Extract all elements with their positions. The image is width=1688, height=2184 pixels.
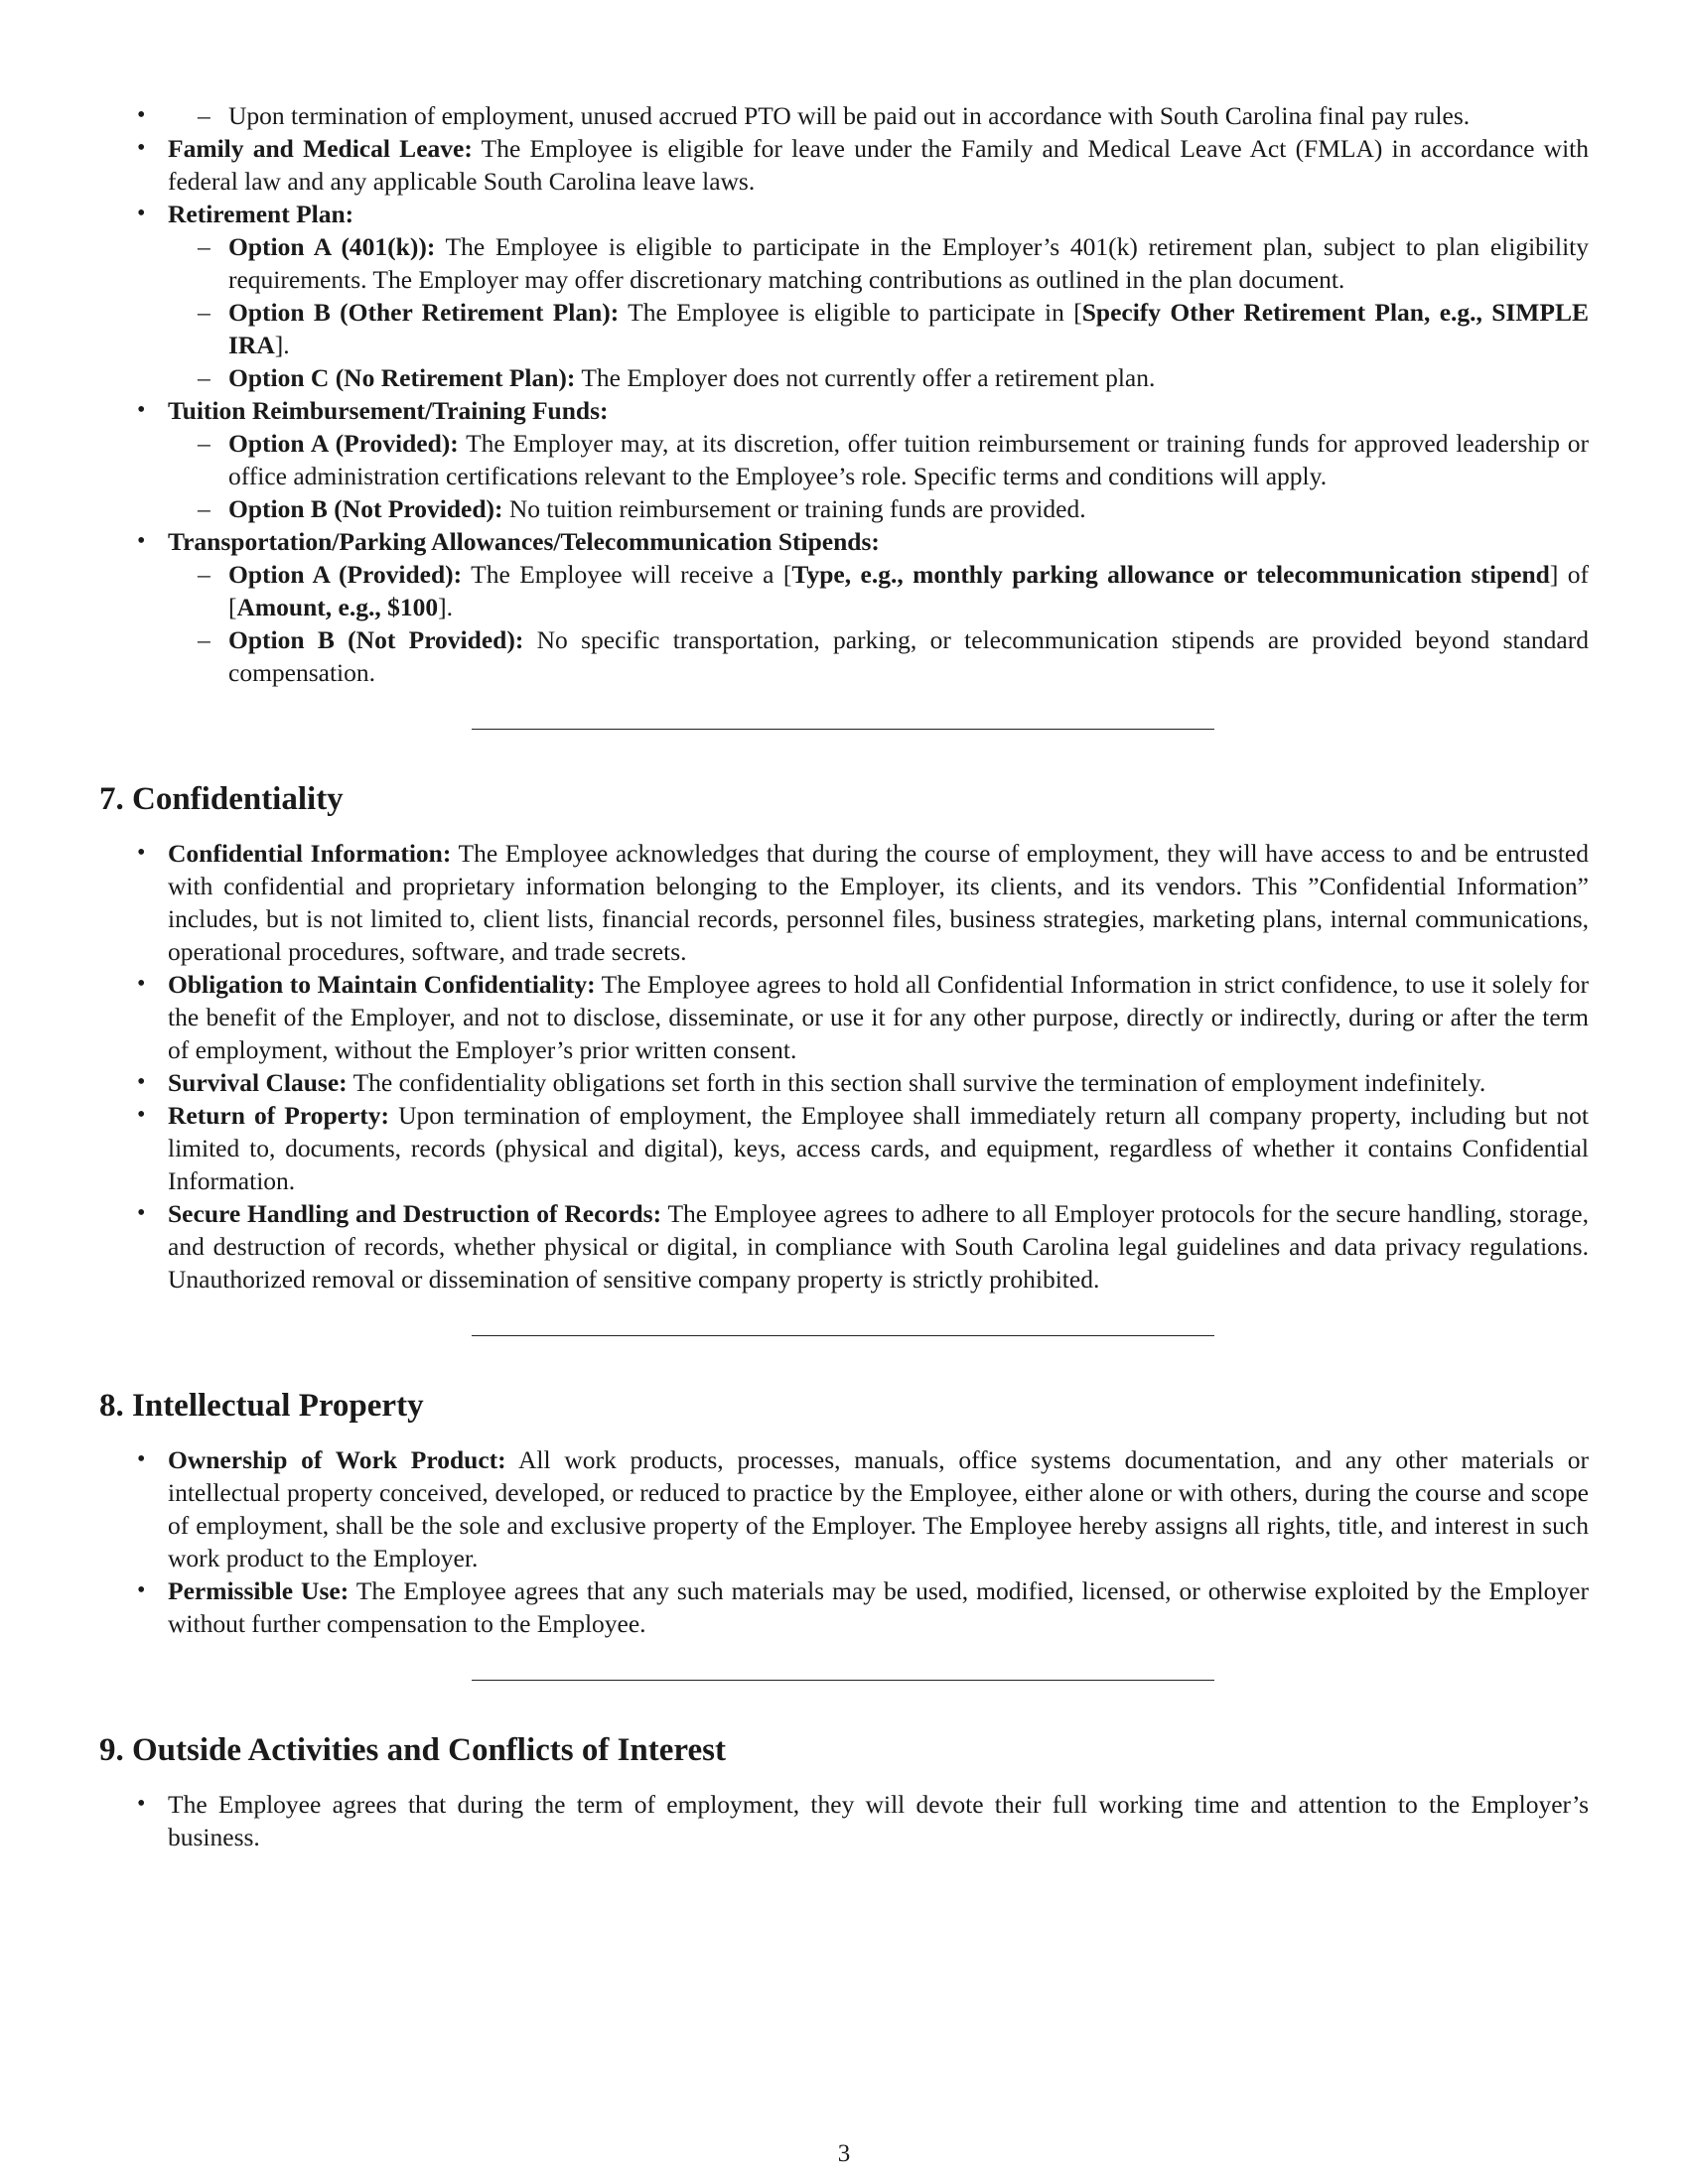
list-item — [99, 1099, 1589, 1197]
list-item — [99, 968, 1589, 1066]
section-divider — [472, 729, 1214, 730]
retirement-option-b — [168, 296, 1589, 361]
option-text: The Employee will receive a [ — [462, 560, 792, 589]
list-item-retirement — [99, 198, 1589, 394]
item-label: Ownership of Work Product: — [168, 1445, 506, 1474]
option-text: ]. — [274, 331, 290, 359]
item-text: Upon termination of employment, the Employee shall immediately return all company property, including but not limited to, documents, records (physical and digital), keys, access cards, and equipment, regardless of whether it contains Confidential Information. — [168, 1101, 1589, 1195]
transport-option-a — [168, 558, 1589, 623]
tuition-option-b — [168, 492, 1589, 525]
transport-options — [168, 558, 1589, 689]
transport-label: Transportation/Parking Allowances/Telecommunication Stipends: — [168, 527, 880, 556]
retirement-label: Retirement Plan: — [168, 200, 354, 228]
page-number: 3 — [837, 2140, 851, 2167]
option-label: Option C (No Retirement Plan): — [228, 363, 576, 392]
item-text: The Employee agrees that any such materials may be used, modified, licensed, or otherwise exploited by the Employer without further compensation to the Employee. — [168, 1576, 1589, 1638]
option-label: Option B (Other Retirement Plan): — [228, 298, 620, 327]
item-text: The confidentiality obligations set forth in this section shall survive the termination of employment indefinitely. — [347, 1068, 1486, 1097]
fmla-text: The Employee is eligible for leave under the Family and Medical Leave Act (FMLA) in accordance with federal law and any applicable South Carolina leave laws. — [168, 134, 1589, 196]
option-label: Option A (401(k)): — [228, 232, 436, 261]
retirement-options — [168, 230, 1589, 394]
item-text: The Employee agrees that during the term of employment, they will devote their full working time and attention to the Employer’s business. — [168, 1790, 1589, 1851]
list-item-transportation — [99, 525, 1589, 689]
intellectual-property-list — [99, 1443, 1589, 1640]
option-text: The Employer may, at its discretion, offer tuition reimbursement or training funds for approved leadership or office administration certifications relevant to the Employee’s role. Specific terms and conditions will apply. — [228, 429, 1589, 490]
option-text: The Employee is eligible to participate in [ — [619, 298, 1082, 327]
pto-payout-item — [168, 99, 1589, 132]
item-text: All work products, processes, manuals, office systems documentation, and any other materials or intellectual property conceived, developed, or reduced to practice by the Employee, either alone or with others, during the course and scope of employment, shall be the sole and exclusive property of the Employer. The Employee hereby assigns all rights, title, and interest in such work product to the Employer. — [168, 1445, 1589, 1572]
page-content — [99, 99, 1589, 1853]
item-label: Survival Clause: — [168, 1068, 348, 1097]
fmla-label: Family and Medical Leave: — [168, 134, 473, 163]
list-item-fmla — [99, 132, 1589, 198]
item-label: Return of Property: — [168, 1101, 390, 1130]
list-item-tuition — [99, 394, 1589, 525]
item-label: Secure Handling and Destruction of Records: — [168, 1199, 662, 1228]
option-text: ] of [ — [228, 560, 1589, 621]
list-item — [99, 1197, 1589, 1296]
outside-activities-list — [99, 1788, 1589, 1853]
option-text: The Employer does not currently offer a retirement plan. — [575, 363, 1156, 392]
option-text: No specific transportation, parking, or telecommunication stipends are provided beyond standard compensation. — [228, 625, 1589, 687]
placeholder-field: Amount, e.g., $100 — [236, 593, 439, 621]
option-text: No tuition reimbursement or training funds are provided. — [502, 494, 1086, 523]
option-label: Option B (Not Provided): — [228, 625, 524, 654]
option-label: Option A (Provided): — [228, 429, 459, 458]
tuition-label: Tuition Reimbursement/Training Funds: — [168, 396, 609, 425]
section-divider — [472, 1680, 1214, 1681]
placeholder-field: Specify Other Retirement Plan, e.g., SIMPLE IRA — [228, 298, 1589, 359]
section-heading-outside-activities: 9. Outside Activities and Conflicts of Interest — [99, 1732, 726, 1768]
option-label: Option A (Provided): — [228, 560, 463, 589]
tuition-options — [168, 427, 1589, 525]
section-heading-intellectual-property: 8. Intellectual Property — [99, 1388, 424, 1424]
pto-payout-text: Upon termination of employment, unused accrued PTO will be paid out in accordance with South Carolina final pay rules. — [228, 101, 1471, 130]
section-heading-confidentiality: 7. Confidentiality — [99, 781, 344, 817]
benefits-list — [99, 99, 1589, 689]
list-item — [99, 1574, 1589, 1640]
item-text: The Employee agrees to hold all Confidential Information in strict confidence, to use it solely for the benefit of the Employer, and not to disclose, disseminate, or use it for any other purpose, directly or indirectly, during or after the term of employment, without the Employer’s prior written consent. — [168, 970, 1589, 1064]
retirement-option-a — [168, 230, 1589, 296]
transport-option-b — [168, 623, 1589, 689]
list-item — [99, 837, 1589, 968]
item-text: The Employee acknowledges that during the course of employment, they will have access to and be entrusted with confidential and proprietary information belonging to the Employer, its clients, and its vendors. This ”Confidential Information” includes, but is not limited to, client lists, financial records, personnel files, business strategies, marketing plans, internal communications, operational procedures, software, and trade secrets. — [168, 839, 1589, 966]
retirement-option-c — [168, 361, 1589, 394]
confidentiality-list — [99, 837, 1589, 1296]
item-label: Obligation to Maintain Confidentiality: — [168, 970, 596, 999]
list-item-pto-continuation — [99, 99, 1589, 132]
item-label: Confidential Information: — [168, 839, 452, 868]
tuition-option-a — [168, 427, 1589, 492]
option-label: Option B (Not Provided): — [228, 494, 503, 523]
list-item — [99, 1066, 1589, 1099]
option-text: The Employee is eligible to participate in the Employer’s 401(k) retirement plan, subject to plan eligibility requirements. The Employer may offer discretionary matching contributions as outlined in the plan document. — [228, 232, 1589, 294]
item-text: The Employee agrees to adhere to all Employer protocols for the secure handling, storage, and destruction of records, whether physical or digital, in compliance with South Carolina legal guidelines and data privacy regulations. Unauthorized removal or dissemination of sensitive company property is strictly prohibited. — [168, 1199, 1589, 1294]
item-label: Permissible Use: — [168, 1576, 350, 1605]
list-item — [99, 1443, 1589, 1574]
list-item — [99, 1788, 1589, 1853]
pto-sublist — [99, 99, 1589, 132]
placeholder-field: Type, e.g., monthly parking allowance or telecommunication stipend — [791, 560, 1550, 589]
option-text: ]. — [438, 593, 453, 621]
section-divider — [472, 1335, 1214, 1336]
